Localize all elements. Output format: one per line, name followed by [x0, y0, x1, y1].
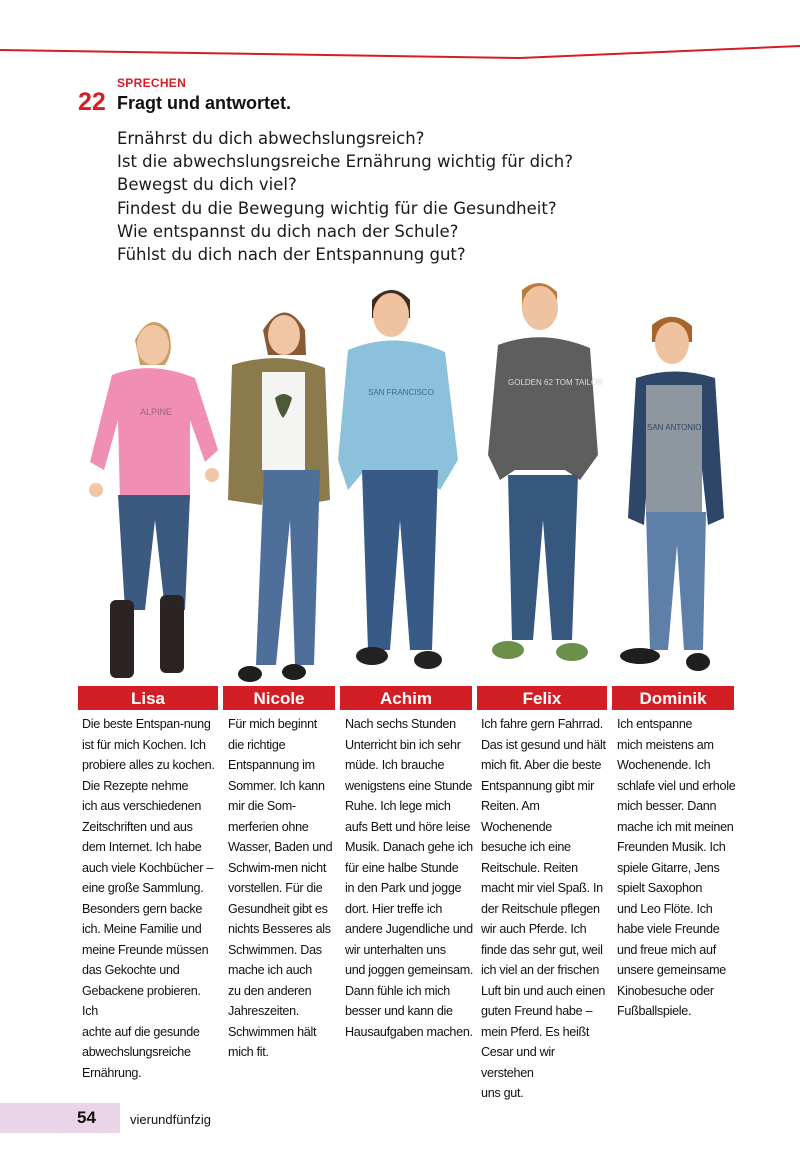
bio-achim: Nach sechs Stunden Unterricht bin ich sehr müde. Ich brauche wenigstens eine Stunde Ruhe. Ich lege mich aufs Bett und höre leise Musik. Danach gehe ich für eine halbe Stunde in den Park und jogge dort. Hier treffe ich andere Jugendliche und wir unterhalten uns und joggen gemeinsam. Dann fühle ich mich besser und kann die Hausaufgaben machen.	[345, 717, 474, 1039]
photo-dominik	[620, 317, 724, 671]
top-rule	[0, 0, 800, 70]
photo-strip	[0, 270, 800, 690]
name-tab-achim: Achim	[340, 686, 472, 710]
page-number-bar	[0, 1103, 120, 1133]
section-label: SPRECHEN	[117, 76, 187, 90]
name-tab-felix: Felix	[477, 686, 607, 710]
question: Ist die abwechslungsreiche Ernährung wichtig für dich?	[117, 152, 574, 172]
question-list	[117, 127, 573, 266]
question: Bewegst du dich viel?	[117, 175, 297, 195]
exercise-number: 22	[78, 88, 106, 116]
bio-felix: Ich fahre gern Fahrrad. Das ist gesund und hält mich fit. Aber die beste Entspannung gibt mir Reiten. Am Wochenende besuche ich eine Reitschule. Reiten macht mir viel Spaß. In der Reitschule pflegen wir auch Pferde. Ich finde das sehr gut, weil ich viel an der frischen Luft bin und auch einen guten Freund habe – mein Pferd. Es heißt Cesar und wir verstehen uns gut.	[481, 717, 606, 1100]
page-number: 54	[77, 1108, 96, 1127]
shirt-text-lisa: ALPINE	[140, 407, 173, 417]
bio-nicole: Für mich beginnt die richtige Entspannung im Sommer. Ich kann mir die Som- merferien ohne Wasser, Baden und Schwim-men nicht vorstellen. Für die Gesundheit gibt es nichts Besseres als Schwimmen. Das mache ich auch zu den anderen Jahreszeiten. Schwimmen hält mich fit.	[228, 717, 333, 1059]
photo-felix	[488, 283, 603, 661]
name-tab-dominik: Dominik	[612, 686, 734, 710]
name-tab-lisa: Lisa	[78, 686, 218, 710]
page-number-word: vierundfünfzig	[130, 1112, 211, 1127]
photo-achim	[338, 290, 458, 669]
exercise-title: Fragt und antwortet.	[117, 93, 291, 113]
question: Findest du die Bewegung wichtig für die Gesundheit?	[117, 198, 557, 218]
bio-lisa: Die beste Entspan-nung ist für mich Kochen. Ich probiere alles zu kochen. Die Rezepte nehme ich aus verschiedenen Zeitschriften und aus dem Internet. Ich habe auch viele Kochbücher – eine große Sammlung. Besonders gern backe ich. Meine Familie und meine Freunde müssen das Gekochte und Gebackene probieren. Ich achte auf die gesunde abwechslungsreiche Ernährung.	[82, 717, 215, 1080]
photo-lisa	[89, 322, 219, 678]
question: Wie entspannst du dich nach der Schule?	[117, 221, 459, 241]
question: Ernährst du dich abwechslungsreich?	[117, 129, 425, 148]
photo-nicole	[228, 313, 330, 683]
bio-dominik: Ich entspanne mich meistens am Wochenende. Ich schlafe viel und erhole mich besser. Dann mache ich mit meinen Freunden Musik. Ich spiele Gitarre, Jens spielt Saxophon und Leo Flöte. Ich habe viele Freunde und freue mich auf unsere gemeinsame Kinobesuche oder Fußballspiele.	[617, 717, 736, 1018]
shirt-text-dominik: SAN ANTONIO	[647, 423, 702, 432]
name-tab-nicole: Nicole	[223, 686, 335, 710]
shirt-text-felix: GOLDEN 62 TOM TAILOR	[508, 378, 603, 387]
question: Fühlst du dich nach der Entspannung gut?	[117, 245, 466, 265]
shirt-text-achim: SAN FRANCISCO	[368, 388, 434, 397]
